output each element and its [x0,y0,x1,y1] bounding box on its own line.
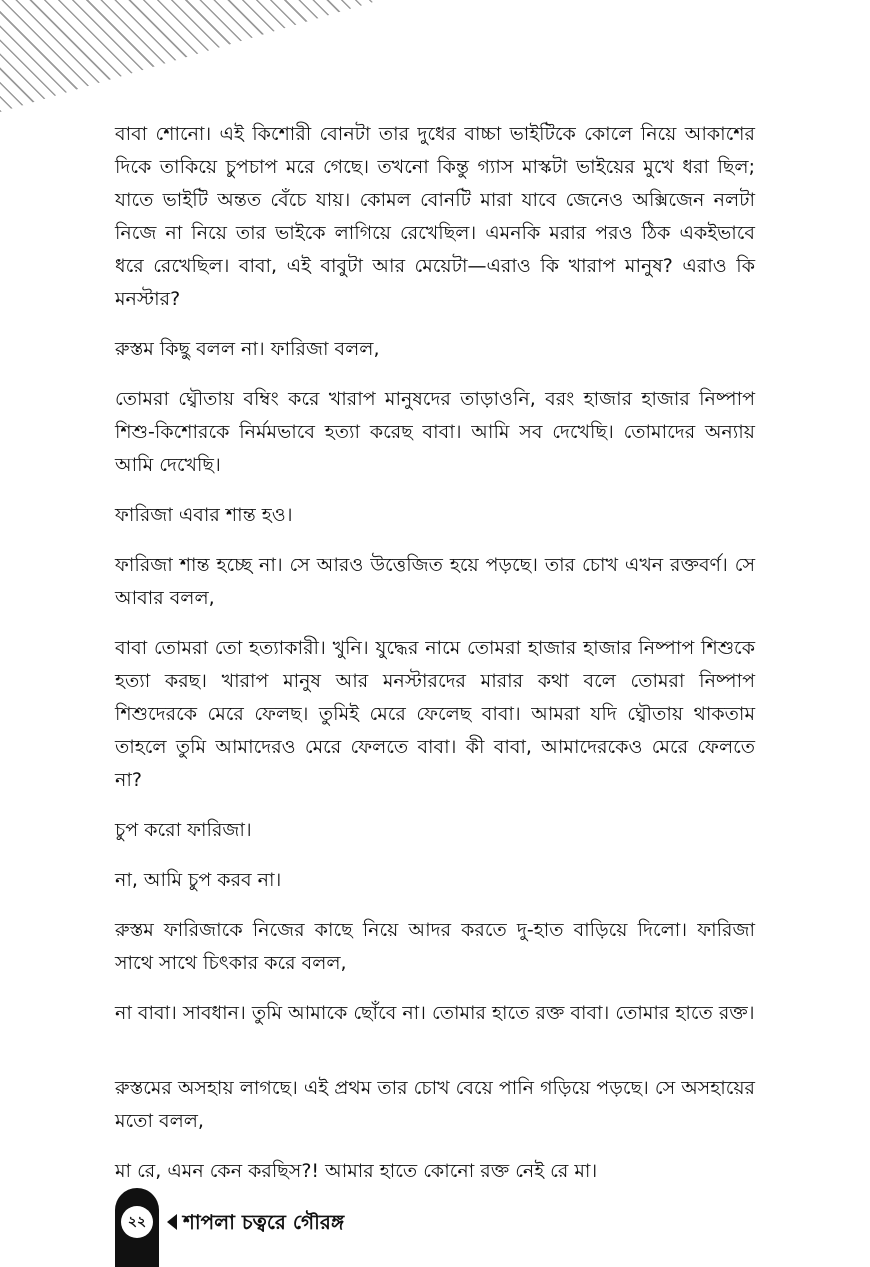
paragraph-2: রুস্তম কিছু বলল না। ফারিজা বলল, [115,338,380,360]
paragraph-7: চুপ করো ফারিজা। [115,819,252,841]
paragraph-3: তোমরা ঘ্বৌতায় বম্বিং করে খারাপ মানুষদের তাড়াওনি, বরং হাজার হাজার নিষ্পাপ শিশু-কিশোরকে নির্মমভাবে হত্যা করেছ বাবা। আমি সব দেখেছি। তোমাদের অন্যায় আমি দেখেছি। [115,388,755,476]
paragraph-12: মা রে, এমন কেন করছিস?! আমার হাতে কোনো রক্ত নেই রে মা। [115,1160,598,1182]
paragraph-4: ফারিজা এবার শান্ত হও। [115,504,293,526]
page-number: ২২ [121,1206,153,1238]
paragraph-5: ফারিজা শান্ত হচ্ছে না। সে আরও উত্তেজিত হয়ে পড়ছে। তার চোখ এখন রক্তবর্ণ। সে আবার বলল, [115,554,755,609]
paragraph-1: বাবা শোনো। এই কিশোরী বোনটা তার দুধের বাচ্চা ভাইটিকে কোলে নিয়ে আকাশের দিকে তাকিয়ে চুপচাপ মরে গেছে। তখনো কিন্তু গ্যাস মাস্কটা ভাইয়ের মুখে ধরা ছিল; যাতে ভাইটি অন্তত বেঁচে যায়। কোমল বোনটি মারা যাবে জেনেও অক্সিজেন নলটা নিজে না নিয়ে তার ভাইকে লাগিয়ে রেখেছিল। এমনকি মরার পরও ঠিক একইভাবে ধরে রেখেছিল। বাবা, এই বাবুটা আর মেয়েটা—এরাও কি খারাপ মানুষ? এরাও কি মনস্টার? [115,123,755,310]
paragraph-10: না বাবা। সাবধান। তুমি আমাকে ছোঁবে না। তোমার হাতে রক্ত বাবা। তোমার হাতে রক্ত। [115,1002,755,1024]
paragraph-8: না, আমি চুপ করব না। [115,869,282,891]
left-arrow-icon [167,1214,177,1230]
page-number-tab [115,1188,159,1267]
paragraph-9: রুস্তম ফারিজাকে নিজের কাছে নিয়ে আদর করতে দু-হাত বাড়িয়ে দিলো। ফারিজা সাথে সাথে চিৎকার করে বলল, [115,919,755,974]
paragraph-11: রুস্তমের অসহায় লাগছে। এই প্রথম তার চোখ বেয়ে পানি গড়িয়ে পড়ছে। সে অসহায়ের মতো বলল, [115,1077,755,1132]
paragraph-6: বাবা তোমরা তো হত্যাকারী। খুনি। যুদ্ধের নামে তোমরা হাজার হাজার নিষ্পাপ শিশুকে হত্যা করছ। খারাপ মানুষ আর মনস্টারদের মারার কথা বলে তোমরা নিষ্পাপ শিশুদেরকে মেরে ফেলছ। তুমিই মেরে ফেলেছ বাবা। আমরা যদি ঘ্বৌতায় থাকতাম তাহলে তুমি আমাদেরও মেরে ফেলতে বাবা। কী বাবা, আমাদেরকেও মেরে ফেলতে না? [115,637,755,791]
book-title: শাপলা চত্বরে গৌরঙ্গ [183,1210,345,1234]
page-footer [115,1188,515,1267]
corner-stripe-decoration [0,0,380,112]
page-body [115,118,755,1205]
